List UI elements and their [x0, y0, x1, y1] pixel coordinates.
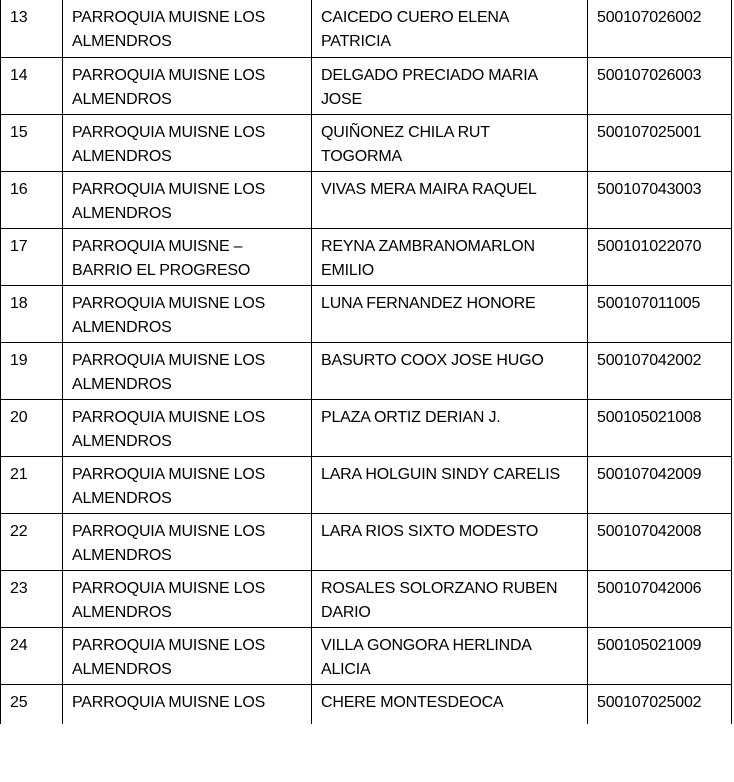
name-line-1: VILLA GONGORA HERLINDA — [321, 636, 532, 654]
row-number-cell: 14 — [1, 57, 63, 114]
person-name-cell — [312, 456, 588, 513]
person-name-cell — [312, 342, 588, 399]
person-name-cell — [312, 627, 588, 684]
name-line-1: DELGADO PRECIADO MARIA — [321, 66, 538, 84]
code-cell: 500107042002 — [588, 342, 732, 399]
code-cell: 500107043003 — [588, 171, 732, 228]
place-line-1: PARROQUIA MUISNE LOS — [72, 579, 266, 597]
place-cell — [63, 57, 312, 114]
place-cell — [63, 627, 312, 684]
code-cell: 500105021009 — [588, 627, 732, 684]
place-line-2: ALMENDROS — [72, 546, 172, 564]
place-cell — [63, 456, 312, 513]
table-row — [1, 399, 732, 456]
place-line-1: PARROQUIA MUISNE LOS — [72, 351, 266, 369]
row-number-cell: 16 — [1, 171, 63, 228]
registry-table-body — [1, 0, 732, 724]
row-number-cell: 23 — [1, 570, 63, 627]
code-cell: 500107025001 — [588, 114, 732, 171]
table-row — [1, 456, 732, 513]
code-cell: 500107026003 — [588, 57, 732, 114]
name-line-2: PATRICIA — [321, 33, 391, 50]
place-cell — [63, 570, 312, 627]
table-row — [1, 513, 732, 570]
place-line-2: ALMENDROS — [72, 375, 172, 393]
place-cell — [63, 342, 312, 399]
table-row — [1, 228, 732, 285]
place-line-2: BARRIO EL PROGRESO — [72, 261, 251, 279]
row-number-cell: 13 — [1, 0, 63, 57]
name-line-1: CAICEDO CUERO ELENA — [321, 9, 510, 26]
table-row — [1, 342, 732, 399]
place-line-2: ALMENDROS — [72, 489, 172, 507]
name-line-1: PLAZA ORTIZ DERIAN J. — [321, 408, 501, 426]
table-row — [1, 57, 732, 114]
place-line-1: PARROQUIA MUISNE LOS — [72, 465, 266, 483]
name-line-1: VIVAS MERA MAIRA RAQUEL — [321, 180, 537, 198]
place-line-2: ALMENDROS — [72, 432, 172, 450]
place-line-2: ALMENDROS — [72, 318, 172, 336]
name-line-1: REYNA ZAMBRANOMARLON — [321, 237, 535, 255]
place-cell — [63, 114, 312, 171]
table-row — [1, 684, 732, 724]
table-row — [1, 114, 732, 171]
code-cell: 500105021008 — [588, 399, 732, 456]
row-number-cell: 21 — [1, 456, 63, 513]
name-line-1: LUNA FERNANDEZ HONORE — [321, 294, 536, 312]
place-line-1: PARROQUIA MUISNE LOS — [72, 408, 266, 426]
place-line-2: ALMENDROS — [72, 603, 172, 621]
row-number-cell: 15 — [1, 114, 63, 171]
row-number-cell: 25 — [1, 684, 63, 724]
code-cell: 500107025002 — [588, 684, 732, 724]
place-line-1: PARROQUIA MUISNE LOS — [72, 522, 266, 540]
place-line-1: PARROQUIA MUISNE LOS — [72, 294, 266, 312]
place-cell — [63, 285, 312, 342]
code-cell: 500101022070 — [588, 228, 732, 285]
person-name-cell — [312, 228, 588, 285]
table-row — [1, 171, 732, 228]
person-name-cell — [312, 171, 588, 228]
person-name-cell — [312, 285, 588, 342]
row-number-cell: 20 — [1, 399, 63, 456]
row-number-cell: 18 — [1, 285, 63, 342]
person-name-cell — [312, 114, 588, 171]
code-cell: 500107011005 — [588, 285, 732, 342]
place-line-2: ALMENDROS — [72, 147, 172, 165]
place-line-1: PARROQUIA MUISNE LOS — [72, 636, 266, 654]
table-row — [1, 0, 732, 57]
name-line-2: TOGORMA — [321, 147, 402, 165]
name-line-1: CHERE MONTESDEOCA — [321, 693, 504, 711]
place-line-2: ALMENDROS — [72, 660, 172, 678]
table-row — [1, 570, 732, 627]
name-line-1: LARA RIOS SIXTO MODESTO — [321, 522, 539, 540]
name-line-1: QUIÑONEZ CHILA RUT — [321, 123, 490, 141]
name-line-1: BASURTO COOX JOSE HUGO — [321, 351, 544, 369]
place-cell — [63, 171, 312, 228]
place-line-1: PARROQUIA MUISNE LOS — [72, 9, 266, 26]
place-line-2: ALMENDROS — [72, 204, 172, 222]
name-line-2: JOSE — [321, 90, 362, 108]
name-line-1: LARA HOLGUIN SINDY CARELIS — [321, 465, 561, 483]
person-name-cell — [312, 57, 588, 114]
row-number-cell: 24 — [1, 627, 63, 684]
row-number-cell: 19 — [1, 342, 63, 399]
place-line-2: ALMENDROS — [72, 33, 172, 50]
code-cell: 500107042009 — [588, 456, 732, 513]
row-number-cell: 17 — [1, 228, 63, 285]
code-cell: 500107042006 — [588, 570, 732, 627]
name-line-2: EMILIO — [321, 261, 375, 279]
code-cell: 500107026002 — [588, 0, 732, 57]
place-cell — [63, 684, 312, 724]
place-cell — [63, 513, 312, 570]
place-line-2: ALMENDROS — [72, 90, 172, 108]
name-line-1: ROSALES SOLORZANO RUBEN — [321, 579, 558, 597]
person-name-cell — [312, 399, 588, 456]
place-line-1: PARROQUIA MUISNE – — [72, 237, 243, 255]
place-line-1: PARROQUIA MUISNE LOS — [72, 66, 266, 84]
place-line-1: PARROQUIA MUISNE LOS — [72, 693, 266, 711]
place-line-1: PARROQUIA MUISNE LOS — [72, 180, 266, 198]
person-name-cell — [312, 570, 588, 627]
person-name-cell — [312, 0, 588, 57]
place-line-1: PARROQUIA MUISNE LOS — [72, 123, 266, 141]
table-row — [1, 285, 732, 342]
name-line-2: DARIO — [321, 603, 371, 621]
person-name-cell — [312, 684, 588, 724]
code-cell: 500107042008 — [588, 513, 732, 570]
person-name-cell — [312, 513, 588, 570]
place-cell — [63, 0, 312, 57]
place-cell — [63, 228, 312, 285]
place-cell — [63, 399, 312, 456]
row-number-cell: 22 — [1, 513, 63, 570]
name-line-2: ALICIA — [321, 660, 371, 678]
table-row — [1, 627, 732, 684]
